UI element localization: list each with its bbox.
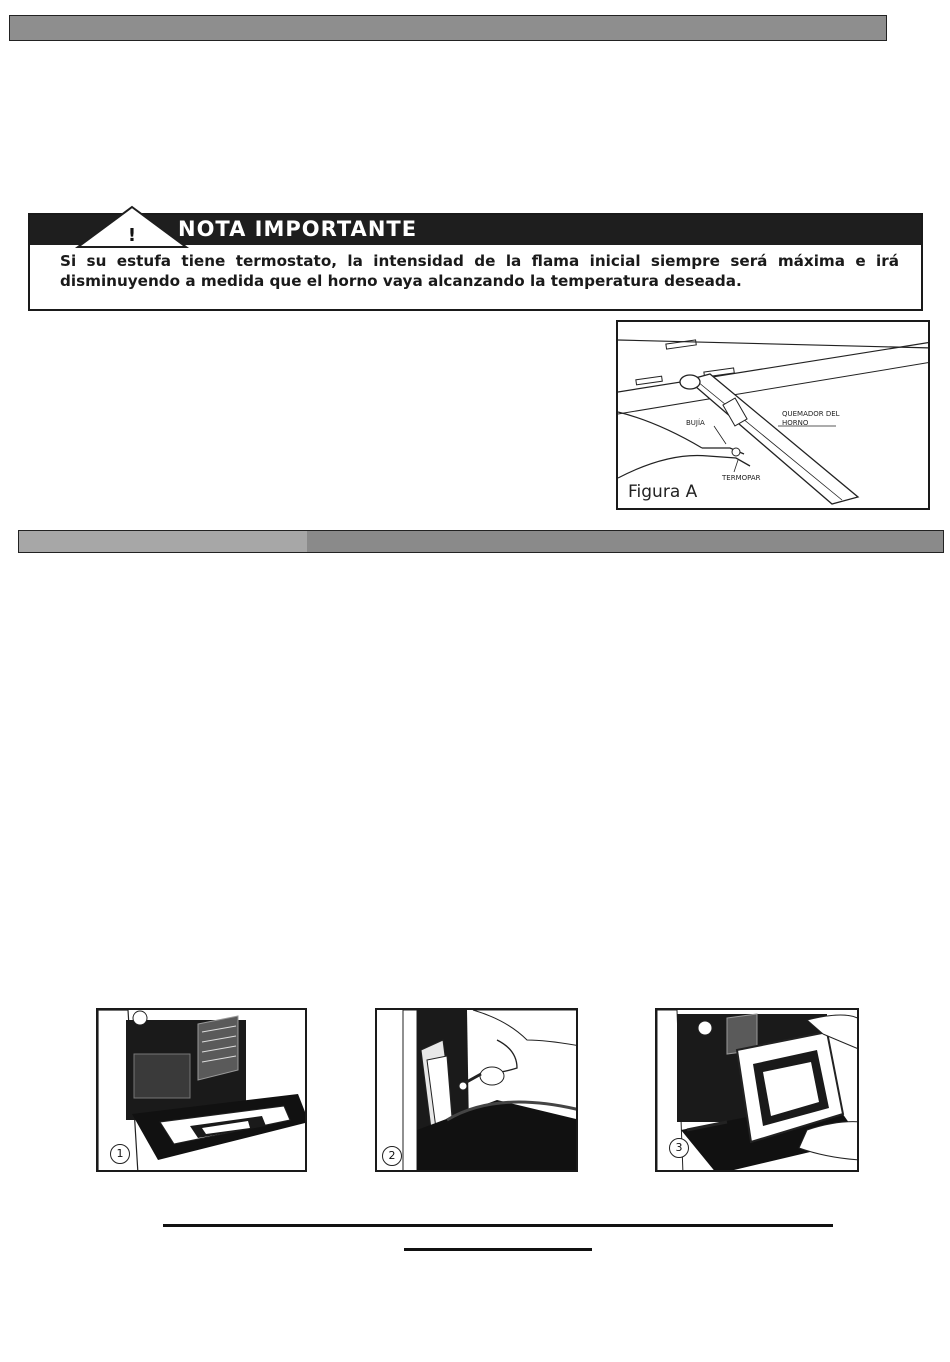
note-body-text: Si su estufa tiene termostato, la intensidad de la flama inicial siempre será máxima e irá disminuyendo a medida que el horno vaya alcanzando la temperatura deseada.	[60, 252, 899, 290]
section-header-bar-middle-left	[19, 531, 307, 552]
warning-triangle-icon	[74, 205, 190, 249]
section-header-bar-middle	[18, 530, 944, 553]
step-number-2: 2	[382, 1146, 402, 1166]
section-header-bar-top	[9, 15, 887, 41]
label-bujia: BUJÍA	[686, 419, 705, 427]
step-number-3: 3	[669, 1138, 689, 1158]
hand-removing-burner-drawing	[377, 1010, 578, 1172]
step-illustration-1	[96, 1008, 307, 1172]
step-illustration-2	[375, 1008, 578, 1172]
step-number-1: 1	[110, 1144, 130, 1164]
step-illustration-3	[655, 1008, 859, 1172]
label-quemador: QUEMADOR DEL HORNO	[782, 410, 840, 427]
label-termopar: TERMOPAR	[722, 474, 761, 482]
figure-a-caption: Figura A	[628, 482, 698, 502]
oven-open-door-drawing	[98, 1010, 307, 1172]
horizontal-rule-short	[404, 1248, 592, 1251]
figure-a-illustration	[616, 320, 930, 510]
important-note-box	[28, 213, 923, 311]
horizontal-rule-long	[163, 1224, 833, 1227]
note-title: NOTA IMPORTANTE	[178, 217, 418, 241]
warning-glyph: !	[127, 225, 137, 246]
